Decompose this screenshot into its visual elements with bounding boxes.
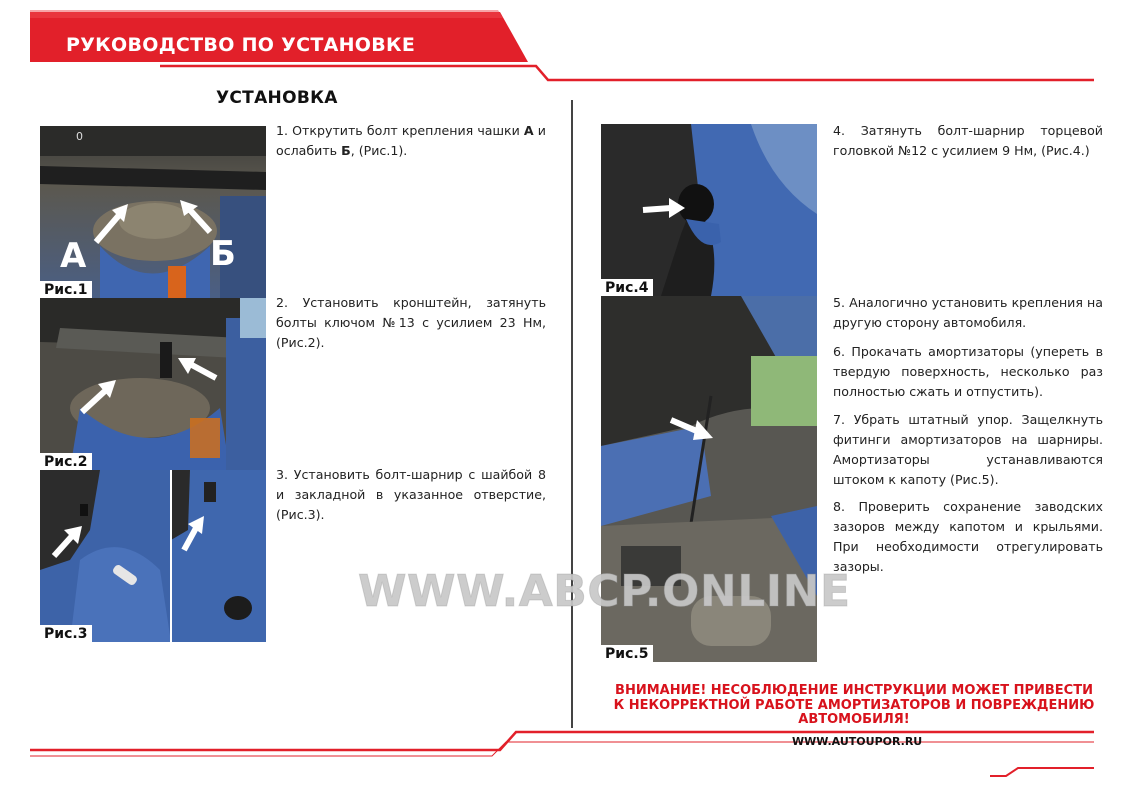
step-1-part: и ослабить [276,123,546,158]
figure-3-label: Рис.3 [40,625,92,642]
white-arrow-icon [76,376,120,418]
figure-3-photo [40,470,266,642]
white-arrow-icon [90,198,134,248]
step-2-text: 2. Установить кронштейн, затянуть болты ключом №13 с усилием 23 Нм, (Рис.2). [276,295,546,350]
warning-text: ВНИМАНИЕ! НЕСОБЛЮДЕНИЕ ИНСТРУКЦИИ МОЖЕТ ПРИВЕСТИ К НЕКОРРЕКТНОЙ РАБОТЕ АМОРТИЗАТОРОВ И ПОВРЕЖДЕНИЮ АВТОМОБИЛЯ! [613,683,1095,727]
step-3-text: 3. Установить болт-шарнир с шайбой 8 и закладной в указанное отверстие, (Рис.3). [276,467,546,522]
figure-4-photo [601,124,817,296]
figure-2-photo [40,298,266,470]
step-4-text: 4. Затянуть болт-шарнир торцевой головкой №12 с усилием 9 Нм, (Рис.4.) [833,123,1103,158]
step-1-part: , (Рис.1). [350,143,408,158]
figure-2-label: Рис.2 [40,453,92,470]
step-8-text: 8. Проверить сохранение заводских зазоров между капотом и крыльями. При необходимости отрегулировать зазоры. [833,499,1103,574]
step-1-part: 1. Открутить болт крепления чашки [276,123,524,138]
white-arrow-icon [174,354,220,384]
figure-1-photo [40,126,266,298]
white-arrow-icon [639,196,687,220]
footer-banner [0,720,1132,800]
figure-5-label: Рис.5 [601,645,653,662]
step-1-bold-a: А [523,123,534,138]
step-1-text [276,121,546,161]
white-arrow-icon [48,524,84,560]
header-title: РУКОВОДСТВО ПО УСТАНОВКЕ [66,34,416,56]
figure-1-label: Рис.1 [40,281,92,298]
column-divider [571,100,573,728]
step-5-text: 5. Аналогично установить крепления на другую сторону автомобиля. [833,295,1103,330]
figure-1-letter-a: А [60,236,87,276]
figure-1-letter-b: Б [210,234,236,274]
step-1-bold-b: Б [341,143,351,158]
figure-1-corner-mark: 0 [76,130,83,143]
section-title: УСТАНОВКА [216,88,338,108]
white-arrow-icon [667,414,715,444]
footer-website: WWW.AUTOUPOR.RU [792,735,923,748]
figure-4-label: Рис.4 [601,279,653,296]
step-7-text: 7. Убрать штатный упор. Защелкнуть фитинги амортизаторов на шарниры. Амортизаторы устанавливаются штоком к капоту (Рис.5). [833,412,1103,487]
step-6-text: 6. Прокачать амортизаторы (упереть в твердую поверхность, несколько раз полностью сжать и отпустить). [833,344,1103,399]
white-arrow-icon [176,196,216,238]
watermark: WWW.ABCP.ONLINE [358,566,851,617]
white-arrow-icon [178,514,208,554]
